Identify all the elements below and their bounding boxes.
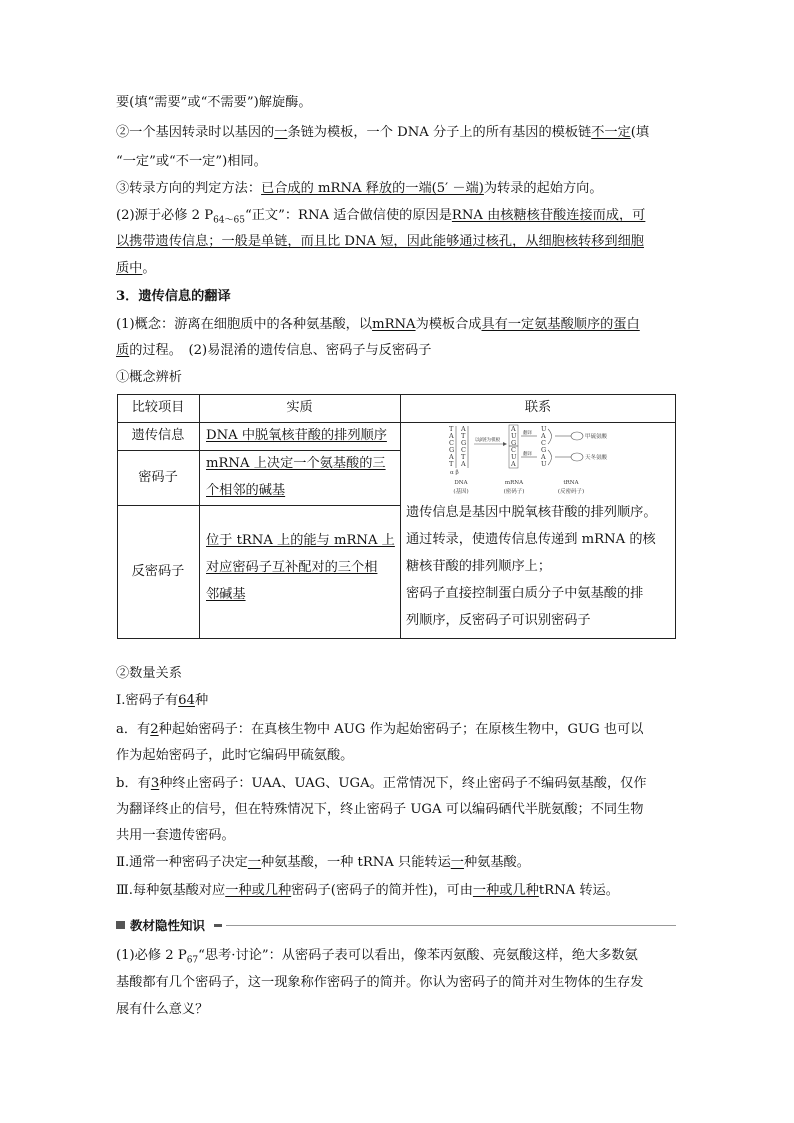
quantity-line-b1: b．有3种终止密码子：UAA、UAG、UGA。正常情况下，终止密码子不编码氨基酸，仅作 [116, 776, 647, 791]
quantity-line-b2: 为翻译终止的信号，但在特殊情况下，终止密码子 UGA 可以编码硒代半胱氨酸；不同生物 [116, 802, 644, 817]
trna-base: A [541, 453, 546, 461]
trna-base: C [541, 439, 546, 447]
dna-beta-base: T [461, 432, 466, 440]
caption-trna: tRNA [563, 480, 579, 486]
dna-beta-base: G [461, 439, 467, 447]
table-cell-essence-anticodon: 位于 tRNA 上的能与 mRNA 上 对应密码子互补配对的三个相 邻碱基 [206, 533, 395, 602]
table-col-divider [400, 394, 401, 639]
transcription-arrowhead [503, 442, 507, 446]
section-bullet-icon [116, 921, 125, 929]
table-cell-relation [406, 499, 672, 634]
table-cell-item-codon: 密码子 [138, 470, 178, 485]
strand-label: α β [450, 470, 459, 476]
table-header-item: 比较项目 [131, 400, 185, 415]
mrna-bases [510, 425, 517, 468]
trna-base: G [541, 446, 547, 454]
hidden-line-1: (1)必修 2 $P_{67}“$思考·讨论”：从密码子表可以看出，像苯丙氨酸、亮氨酸这样，绝大多数氨 [116, 948, 638, 966]
section-dash-icon [214, 924, 222, 927]
quantity-line-i: Ⅰ.密码子有64种 [116, 693, 209, 708]
dna-bases [448, 425, 466, 468]
section-title: 教材隐性知识 [130, 918, 206, 933]
caption-mrna: mRNA [504, 480, 524, 486]
amino-acid-label: 天冬氨酸 [585, 455, 608, 461]
dna-beta-base: C [461, 446, 466, 454]
section-heading-translation: 3．遗传信息的翻译 [116, 289, 231, 304]
trna-bases [540, 425, 547, 468]
dna-alpha-base: T [449, 425, 454, 433]
translation-label: 翻译 [523, 431, 532, 436]
dna-alpha-base: G [449, 446, 455, 454]
trna-base: A [541, 432, 546, 440]
table-cell-essence-genetic-info: DNA 中脱氧核苷酸的排列顺序 [206, 428, 387, 443]
mrna-base: A [511, 460, 516, 468]
mrna-base: U [511, 453, 517, 461]
dna-beta-base: A [461, 425, 466, 433]
text-line-10: 质的过程。 (2)易混淆的遗传信息、密码子与反密码子 [116, 343, 432, 358]
mrna-base: C [511, 446, 516, 454]
text-line-1: 要(填“需要”或“不需要”)解旋酶。 [116, 95, 312, 110]
table-col-divider [199, 394, 200, 639]
amino-acid-icon [571, 453, 583, 461]
relation-line: 列顺序，反密码子可识别密码子 [406, 613, 591, 628]
dna-beta-base: A [461, 460, 466, 468]
quantity-line-a2: 作为起始密码子，此时它编码甲硫氨酸。 [116, 748, 354, 763]
quantity-line-b3: 共用一套遗传密码。 [116, 828, 235, 843]
text-line-11: ①概念辨析 [116, 370, 182, 385]
caption-dna: DNA [454, 480, 468, 486]
amino-acid-icon [571, 432, 583, 440]
dna-beta-base: T [461, 453, 466, 461]
caption-trna-sub: (反密码子) [557, 489, 585, 495]
translation-label: 翻译 [523, 452, 532, 457]
relation-line: 密码子直接控制蛋白质分子中氨基酸的排 [406, 586, 644, 601]
section-bar-hidden-knowledge [116, 918, 676, 932]
comparison-table [117, 394, 676, 639]
amino-acid-label: 甲硫氨酸 [585, 434, 608, 440]
caption-mrna-sub: (密码子) [503, 489, 525, 495]
trna-loop [548, 429, 552, 444]
text-line-9: (1)概念：游离在细胞质中的各种氨基酸，以mRNA为模板合成具有一定氨基酸顺序的蛋白 [116, 317, 640, 332]
trna-loop [548, 450, 552, 465]
hidden-line-3: 展有什么意义？ [116, 1002, 209, 1017]
mrna-base: U [511, 432, 517, 440]
table-cell-essence-codon: mRNA 上决定一个氨基酸的三 个相邻的碱基 [206, 456, 386, 498]
text-line-5: (2)源于必修 2 $P_{64\sim 65}“$正文”：RNA 适合做信使的原因是RNA 由核糖核苷酸连接而成，可 [116, 208, 646, 226]
table-border-right [675, 394, 676, 639]
relation-line: 通过转录，使遗传信息传递到 mRNA 的核 [406, 532, 656, 547]
text-line-6: 以携带遗传信息；一般是单链，而且比 DNA 短，因此能够通过核孔，从细胞核转移到细胞 [116, 234, 644, 249]
quantity-line-iii: Ⅲ.每种氨基酸对应一种或几种密码子(密码子的简并性)，可由一种或几种tRNA 转运。 [116, 883, 619, 898]
table-cell-item-anticodon: 反密码子 [131, 564, 185, 579]
dna-alpha-base: A [449, 432, 454, 440]
quantity-title: ②数量关系 [116, 666, 182, 681]
table-header-relation: 联系 [524, 400, 552, 415]
relation-line: 糖核苷酸的排列顺序上； [406, 559, 552, 574]
transcription-translation-diagram [447, 424, 637, 498]
trna-base: U [541, 425, 547, 433]
transcription-label: 以β链为模板 [475, 438, 501, 443]
trna-base: U [541, 460, 547, 468]
table-border-bottom [117, 638, 676, 639]
hidden-line-2: 基酸都有几个密码子，这一现象称作密码子的简并。你认为密码子的简并对生物体的生存发 [116, 975, 644, 990]
dna-alpha-base: A [449, 453, 454, 461]
quantity-line-ii: Ⅱ.通常一种密码子决定一种氨基酸，一种 tRNA 只能转运一种氨基酸。 [116, 855, 530, 870]
relation-line: 遗传信息是基因中脱氧核苷酸的排列顺序。 [406, 505, 657, 520]
table-cell-item-genetic-info: 遗传信息 [131, 428, 185, 443]
dna-alpha-base: T [449, 460, 454, 468]
mrna-base: G [511, 439, 517, 447]
text-line-3: “一定”或“不一定”)相同。 [116, 154, 267, 169]
caption-dna-sub: (基因) [453, 489, 469, 495]
mrna-base: A [511, 425, 516, 433]
section-rule [226, 925, 676, 926]
text-line-2: ②一个基因转录时以基因的一条链为模板，一个 DNA 分子上的所有基因的模板链不一定(填 [116, 125, 650, 140]
table-header-essence: 实质 [286, 400, 313, 415]
dna-alpha-base: C [449, 439, 454, 447]
text-line-4: ③转录方向的判定方法：已合成的 mRNA 释放的一端(5′ －端)为转录的起始方向。 [116, 181, 603, 196]
text-line-7: 质中。 [116, 261, 156, 276]
quantity-line-a1: a．有2种起始密码子：在真核生物中 AUG 作为起始密码子；在原核生物中，GUG 也可以 [116, 722, 644, 737]
